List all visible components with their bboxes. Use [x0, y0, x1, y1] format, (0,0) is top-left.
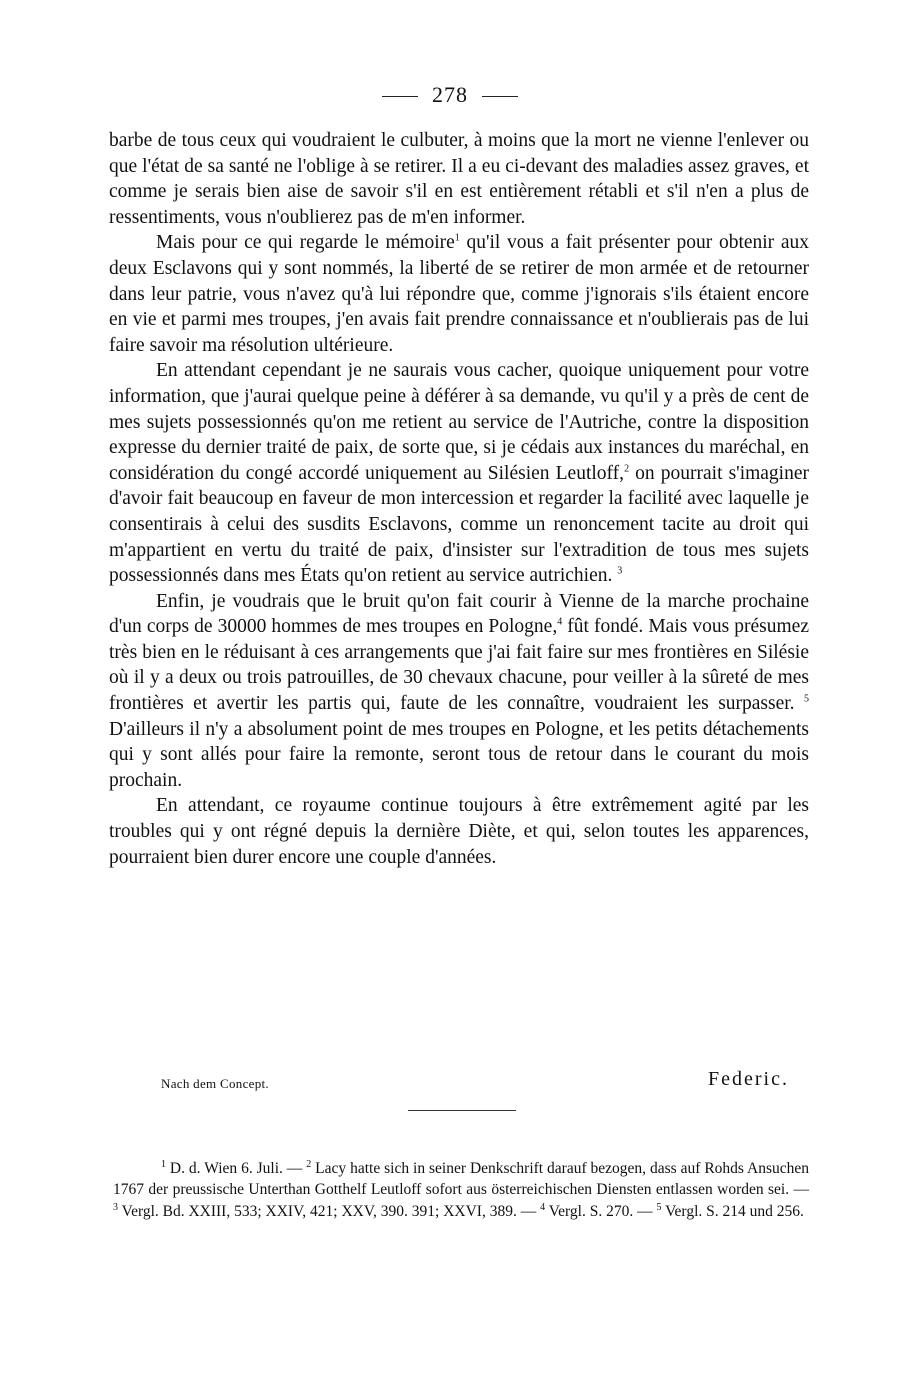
- footnote-mark-2: 2: [306, 1158, 312, 1170]
- footnote-5: Vergl. S. 214 und 256.: [661, 1202, 804, 1220]
- paragraph-4-text-c: D'ailleurs il n'y a absolument point de mes troupes en Pologne, et les petits détachements qui y sont allés pour faire la remonte, seront tous de retour dans le courant du mois prochain.: [109, 718, 809, 791]
- paragraph-2: [109, 230, 809, 358]
- paragraph-4: [109, 589, 809, 794]
- page-header: [0, 82, 900, 108]
- paragraph-4-text-b: fût fondé. Mais vous présumez très bien en le réduisant à ces arrangements que j'ai fait faire sur mes frontières en Silésie où il y a deux ou trois patrouilles, de 30 chevaux chacune, pour veiller à la sûreté de mes frontières et avertir les partis qui, faute de les connaître, voudraient les surpasser.: [109, 616, 809, 715]
- footnote-3: Vergl. Bd. XXIII, 533; XXIV, 421; XXV, 390. 391; XXVI, 389. —: [118, 1202, 541, 1220]
- header-dash-right: [482, 96, 518, 97]
- paragraph-4-text-a: Enfin, je voudrais que le bruit qu'on fait courir à Vienne de la marche prochaine d'un corps de 30000 hommes de mes troupes en Pologne,: [109, 590, 809, 638]
- footnote-mark-3: 3: [113, 1201, 118, 1213]
- footnote-separator: [408, 1110, 516, 1111]
- footnote-2: Lacy hatte sich in seiner Denkschrift darauf bezogen, dass auf Rohds Ansuchen 1767 der preussische Unterthan Gotthelf Leutloff sofort aus österreichischen Diensten entlassen worden sei. —: [113, 1160, 809, 1199]
- footnote-1: D. d. Wien 6. Juli. —: [166, 1160, 307, 1177]
- footnote-mark-4: 4: [540, 1201, 546, 1213]
- source-note: Nach dem Concept.: [161, 1076, 269, 1091]
- footnotes: [113, 1158, 809, 1222]
- letter-body: [109, 128, 809, 870]
- paragraph-1: barbe de tous ceux qui voudraient le culbuter, à moins que la mort ne vienne l'enlever ou que l'état de sa santé ne l'oblige à se retirer. Il a eu ci-devant des maladies assez graves, et comme je serais bien aise de savoir s'il en est entièrement rétabli et s'il n'en a plus de ressentiments, vous n'oublierez pas de m'en informer.: [109, 130, 809, 228]
- paragraph-3: [109, 358, 809, 588]
- signature: Federic.: [708, 1068, 789, 1090]
- paragraph-5: En attendant, ce royaume continue toujours à être extrêmement agité par les troubles qui y ont régné depuis la dernière Diète, et qui, selon toutes les apparences, pourraient bien durer encore une couple d'années.: [109, 795, 809, 868]
- paragraph-2-text-b: qu'il vous a fait présenter pour obtenir aux deux Esclavons qui y sont nommés, la liberté de se retirer de mon armée et de retourner dans leur patrie, vous n'avez qu'à lui répondre que, comme j'ignorais s'ils étaient encore en vie et parmi mes troupes, j'en avais fait prendre connaissance et n'oublierais pas de lui faire savoir ma résolution ultérieure.: [109, 232, 809, 356]
- footnote-ref-1: 1: [454, 232, 460, 244]
- footnote-mark-5: 5: [656, 1201, 662, 1213]
- footnote-ref-2: 2: [624, 463, 630, 475]
- letter-closing: [109, 1068, 809, 1098]
- footnote-ref-5: 5: [804, 693, 809, 705]
- paragraph-3-text-b: on pourrait s'imaginer d'avoir fait beaucoup en faveur de mon intercession et regarder la facilité avec laquelle je consentirais à celui des susdits Esclavons, comme un renoncement tacite au droit qui m'appartient en vertu du traité de paix, d'insister sur l'extradition de tous mes sujets possessionnés dans mes États qu'on retient au service autrichien.: [109, 462, 809, 587]
- footnote-mark-1: 1: [161, 1158, 166, 1170]
- paragraph-3-text-a: En attendant cependant je ne saurais vous cacher, quoique uniquement pour votre information, que j'aurai quelque peine à déférer à sa demande, vu qu'il y a près de cent de mes sujets possessionnés qu'on me retient au service de l'Autriche, contre la disposition expresse du dernier traité de paix, de sorte que, si je cédais aux instances du maréchal, en considération du congé accordé uniquement au Silésien Leutloff,: [109, 360, 809, 484]
- page-number: 278: [432, 82, 468, 107]
- header-dash-left: [382, 96, 418, 97]
- footnote-4: Vergl. S. 270. —: [545, 1202, 657, 1220]
- footnote-ref-4: 4: [557, 616, 563, 628]
- paragraph-2-text-a: Mais pour ce qui regarde le mémoire: [156, 232, 455, 254]
- footnote-ref-3: 3: [617, 565, 623, 577]
- footnote-block: [113, 1158, 809, 1222]
